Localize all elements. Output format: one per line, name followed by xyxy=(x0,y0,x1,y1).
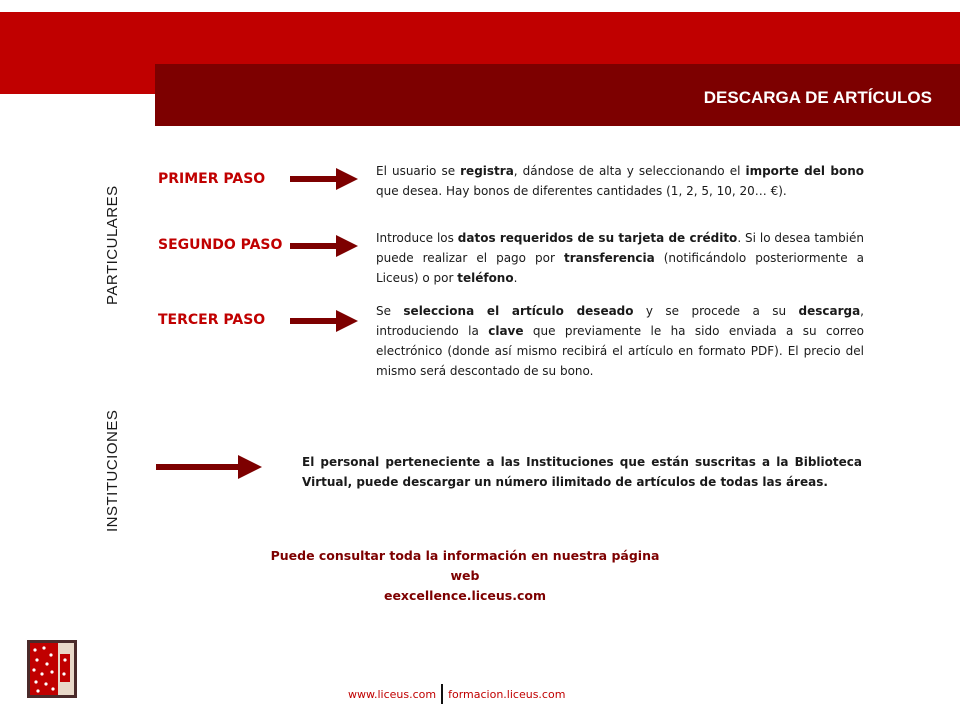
instituciones-description: El personal perteneciente a las Instituciones que están suscritas a la Biblioteca Virtual, puede descargar un número ilimitado de artículos de todas las áreas. xyxy=(302,455,862,489)
title-bar xyxy=(155,64,960,126)
step-3-arrow-icon xyxy=(290,310,358,332)
emphasis-text: transferencia xyxy=(563,251,655,265)
info-note-line-1: Puede consultar toda la información en nuestra página web xyxy=(270,548,660,583)
formacion-link[interactable]: formacion.liceus.com xyxy=(448,688,566,701)
instituciones-label: INSTITUCIONES xyxy=(104,409,121,532)
emphasis-text: clave xyxy=(488,324,524,338)
emphasis-text: teléfono xyxy=(457,271,514,285)
instituciones-arrow-icon xyxy=(156,455,262,479)
emphasis-text: importe del bono xyxy=(745,164,865,178)
info-note-line-2: eexcellence.liceus.com xyxy=(383,588,547,603)
emphasis-text: datos requeridos de su tarjeta de crédito xyxy=(457,231,738,245)
liceus-logo-icon xyxy=(27,640,77,698)
step-2-arrow-icon xyxy=(290,235,358,257)
info-note xyxy=(260,546,670,606)
particulares-label: PARTICULARES xyxy=(104,185,121,305)
liceus-link[interactable]: www.liceus.com xyxy=(348,688,437,701)
footer-links xyxy=(348,684,565,704)
step-3-description: Se selecciona el artículo deseado y se procede a su descarga, introduciendo la clave que previamente le ha sido enviada a su correo electrónico (donde así mismo recibirá el artículo en formato PDF). El precio del mismo será descontado de su bono. xyxy=(376,304,865,378)
step-1-arrow-icon xyxy=(290,168,358,190)
top-red-bar xyxy=(0,12,960,64)
step-3-label: TERCER PASO xyxy=(158,312,266,328)
step-2-label: SEGUNDO PASO xyxy=(158,237,283,253)
emphasis-text: selecciona el artículo deseado xyxy=(403,304,634,318)
step-1-label: PRIMER PASO xyxy=(158,171,266,187)
link-separator xyxy=(441,684,443,704)
step-2-description: Introduce los datos requeridos de su tarjeta de crédito. Si lo desea también puede realizar el pago por transferencia (notificándolo posteriormente a Liceus) o por teléfono. xyxy=(376,231,865,285)
emphasis-text: descarga xyxy=(798,304,861,318)
step-1-description: El usuario se registra, dándose de alta y seleccionando el importe del bono que desea. Hay bonos de diferentes cantidades (1, 2, 5, 10, 20… €). xyxy=(376,164,865,198)
left-red-strip xyxy=(0,64,155,94)
emphasis-text: registra xyxy=(460,164,514,178)
page-title: DESCARGA DE ARTÍCULOS xyxy=(703,88,932,107)
